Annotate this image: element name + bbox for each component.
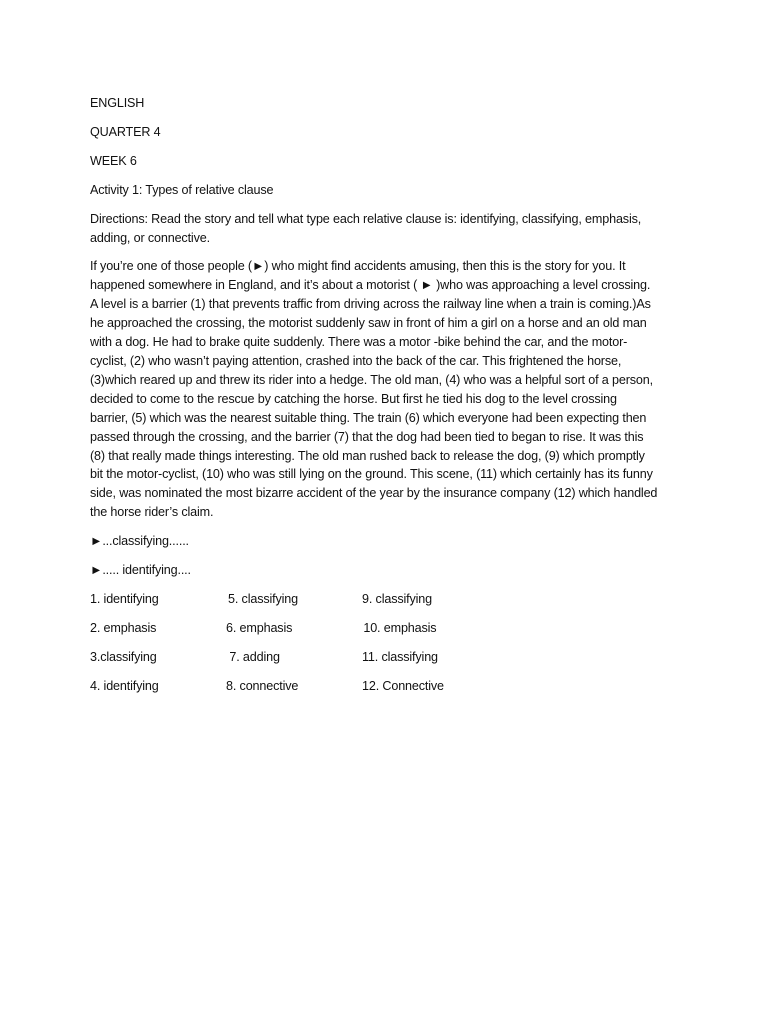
answer-1: 1. identifying xyxy=(90,591,159,606)
answer-12: 12. Connective xyxy=(362,678,444,693)
story-paragraph xyxy=(90,257,688,522)
story-line: side, was nominated the most bizarre accident of the year by the insurance company (12) which handled xyxy=(90,486,658,501)
story-line: (8) that really made things interesting. The old man rushed back to release the dog, (9) which promptly xyxy=(90,448,645,463)
example-answer-1: ►...classifying...... xyxy=(90,534,189,549)
answer-7: 7. adding xyxy=(226,649,280,664)
story-line: barrier, (5) which was the nearest suitable thing. The train (6) which everyone had been expecting then xyxy=(90,410,647,425)
story-line: he approached the crossing, the motorist suddenly saw in front of him a girl on a horse and an old man xyxy=(90,316,647,331)
story-line: decided to come to the rescue by catching the horse. But first he tied his dog to the level crossing xyxy=(90,391,617,406)
subject-heading: ENGLISH xyxy=(90,96,145,110)
example-answer-2: ►..... identifying.... xyxy=(90,563,191,578)
directions-line: adding, or connective. xyxy=(90,230,210,245)
directions-paragraph xyxy=(90,210,688,248)
answer-grid xyxy=(90,590,688,706)
answer-5: 5. classifying xyxy=(228,591,298,606)
answer-3: 3.classifying xyxy=(90,649,157,664)
story-line: with a dog. He had to brake quite suddenly. There was a motor -bike behind the car, and the motor- xyxy=(90,335,628,350)
answer-11: 11. classifying xyxy=(362,649,438,664)
story-line: If you’re one of those people (►) who might find accidents amusing, then this is the story for you. It xyxy=(90,259,626,274)
story-line: (3)which reared up and threw its rider into a hedge. The old man, (4) who was a helpful sort of a person, xyxy=(90,372,653,387)
answer-9: 9. classifying xyxy=(362,591,432,606)
answer-8: 8. connective xyxy=(226,678,299,693)
story-line: cyclist, (2) who wasn’t paying attention, crashed into the back of the car. This frightened the horse, xyxy=(90,353,622,368)
story-line: passed through the crossing, and the barrier (7) that the dog had been tied to began to rise. It was this xyxy=(90,429,644,444)
answer-10: 10. emphasis xyxy=(360,620,437,635)
activity-title: Activity 1: Types of relative clause xyxy=(90,182,274,197)
answer-4: 4. identifying xyxy=(90,678,159,693)
answer-6: 6. emphasis xyxy=(226,620,293,635)
story-line: bit the motor-cyclist, (10) who was still lying on the ground. This scene, (11) which certainly has its funny xyxy=(90,467,653,482)
story-line: A level is a barrier (1) that prevents traffic from driving across the railway line when a train is coming.)As xyxy=(90,297,651,312)
document-page xyxy=(90,94,688,706)
week-heading: WEEK 6 xyxy=(90,153,137,168)
directions-line: Directions: Read the story and tell what type each relative clause is: identifying, classifying, emphasis, xyxy=(90,211,642,226)
answer-2: 2. emphasis xyxy=(90,620,157,635)
quarter-heading: QUARTER 4 xyxy=(90,124,161,139)
story-line: happened somewhere in England, and it’s about a motorist ( ► )who was approaching a level crossing. xyxy=(90,278,651,293)
story-line: the horse rider’s claim. xyxy=(90,505,214,520)
